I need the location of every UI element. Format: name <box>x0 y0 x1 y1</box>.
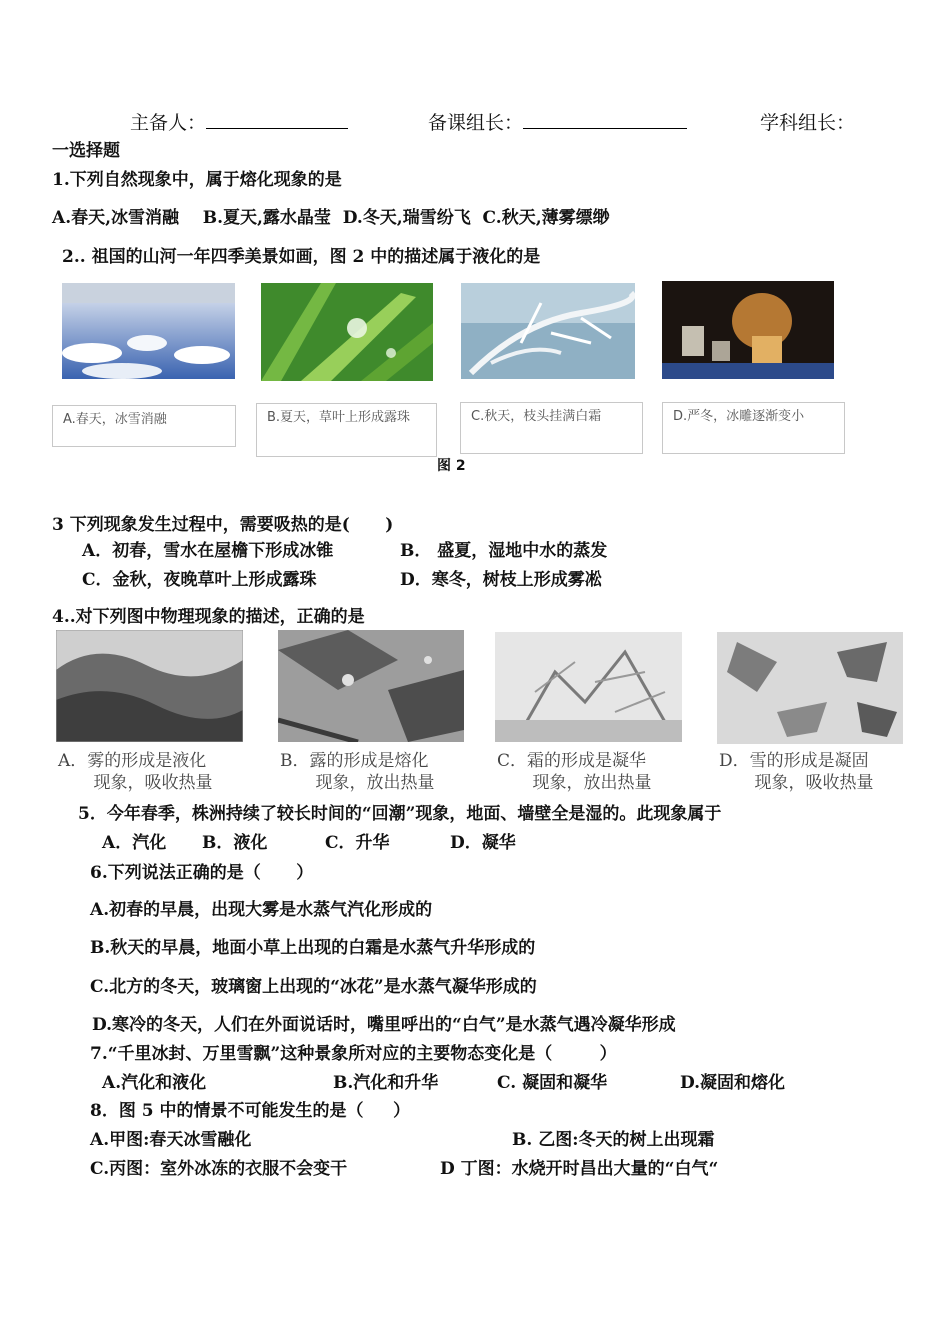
q2-figure-label: 图 2 <box>437 458 466 474</box>
group-leader-label: 备课组长： <box>428 112 524 134</box>
q2-caption-c: C.秋天，枝头挂满白霜 <box>460 402 643 454</box>
q7-option-b: B.汽化和升华 <box>333 1073 439 1093</box>
q6-option-c: C.北方的冬天，玻璃窗上出现的“冰花”是水蒸气凝华形成的 <box>90 977 537 997</box>
q2-photo-dew-on-grass <box>261 283 433 381</box>
header-group-leader <box>428 108 687 135</box>
header-subject-leader <box>760 108 855 135</box>
q4-caption-b <box>280 750 470 794</box>
q4-caption-c-line2: 现象，放出热量 <box>532 773 652 793</box>
preparer-blank[interactable] <box>206 110 348 129</box>
preparer-label: 主备人： <box>130 112 207 134</box>
q5-option-b: B．液化 <box>202 833 268 853</box>
q3-option-b: B． 盛夏，湿地中水的蒸发 <box>400 541 608 561</box>
q4-caption-b-line2: 现象，放出热量 <box>315 773 435 793</box>
q3-option-d: D．寒冬，树枝上形成雾凇 <box>400 570 602 590</box>
q8-stem: 8．图 5 中的情景不可能发生的是（ ） <box>90 1101 411 1121</box>
q8-option-b: B. 乙图:冬天的树上出现霜 <box>512 1130 715 1150</box>
q4-caption-c-line1: C．霜的形成是凝华 <box>497 751 647 771</box>
q8-option-c: C.丙图：室外冰冻的衣服不会变干 <box>90 1159 348 1179</box>
q8-option-a: A.甲图:春天冰雪融化 <box>90 1130 252 1150</box>
q4-stem: 4..对下列图中物理现象的描述，正确的是 <box>52 607 365 627</box>
q4-caption-d-line1: D．雪的形成是凝固 <box>719 751 869 771</box>
q7-option-d: D.凝固和熔化 <box>680 1073 786 1093</box>
q4-caption-b-line1: B．露的形成是熔化 <box>280 751 429 771</box>
q8-option-d: D 丁图：水烧开时昌出大量的“白气“ <box>440 1159 719 1179</box>
q4-caption-a-line2: 现象，吸收热量 <box>93 773 213 793</box>
q4-photo-frost <box>495 632 682 742</box>
subject-leader-label: 学科组长： <box>760 112 856 134</box>
q7-option-c: C. 凝固和凝华 <box>497 1073 608 1093</box>
q6-option-a: A.初春的早晨，出现大雾是水蒸气汽化形成的 <box>90 900 433 920</box>
group-leader-blank[interactable] <box>523 110 687 129</box>
q4-caption-a-line1: A．雾的形成是液化 <box>58 751 207 771</box>
q4-caption-d-line2: 现象，吸收热量 <box>754 773 874 793</box>
q4-photo-snow <box>717 632 903 744</box>
q3-option-a: A．初春，雪水在屋檐下形成冰锥 <box>82 541 334 561</box>
q5-stem: 5．今年春季，株洲持续了较长时间的“回潮”现象，地面、墙壁全是湿的。此现象属于 <box>78 804 722 824</box>
q4-caption-a <box>58 750 248 794</box>
q2-photo-frost-on-branches <box>461 283 635 379</box>
q7-stem: 7.“千里冰封、万里雪飘”这种景象所对应的主要物态变化是（ ） <box>90 1044 617 1064</box>
q5-option-c: C．升华 <box>325 833 390 853</box>
q2-caption-a: A.春天，冰雪消融 <box>52 405 236 447</box>
q6-option-d: D.寒冷的冬天，人们在外面说话时，嘴里呼出的“白气”是水蒸气遇冷凝华形成 <box>92 1015 676 1035</box>
q2-caption-d: D.严冬，冰雕逐渐变小 <box>662 402 845 454</box>
q2-photo-ice-sculpture <box>662 281 834 379</box>
section-title: 一选择题 <box>52 141 120 161</box>
q2-stem: 2.. 祖国的山河一年四季美景如画，图 2 中的描述属于液化的是 <box>62 247 541 267</box>
q4-photo-dew <box>278 630 464 742</box>
q6-stem: 6.下列说法正确的是（ ） <box>90 863 314 883</box>
q5-option-d: D．凝华 <box>450 833 516 853</box>
q5-option-a: A．汽化 <box>102 833 167 853</box>
q4-caption-d <box>719 750 909 794</box>
q1-stem: 1.下列自然现象中，属于熔化现象的是 <box>52 170 342 190</box>
q3-option-c: C．金秋，夜晚草叶上形成露珠 <box>82 570 317 590</box>
q6-option-b: B.秋天的早晨，地面小草上出现的白霜是水蒸气升华形成的 <box>90 938 536 958</box>
q2-photo-snow-melting <box>62 283 235 379</box>
q2-caption-b: B.夏天，草叶上形成露珠 <box>256 403 437 457</box>
q4-photo-fog <box>56 630 243 742</box>
q1-options: A.春天,冰雪消融 B.夏天,露水晶莹 D.冬天,瑞雪纷飞 C.秋天,薄雾缥缈 <box>52 208 610 228</box>
q4-caption-c <box>497 750 687 794</box>
q3-stem: 3 下列现象发生过程中，需要吸热的是( ) <box>52 515 394 535</box>
header-preparer <box>130 108 348 135</box>
q7-option-a: A.汽化和液化 <box>102 1073 207 1093</box>
